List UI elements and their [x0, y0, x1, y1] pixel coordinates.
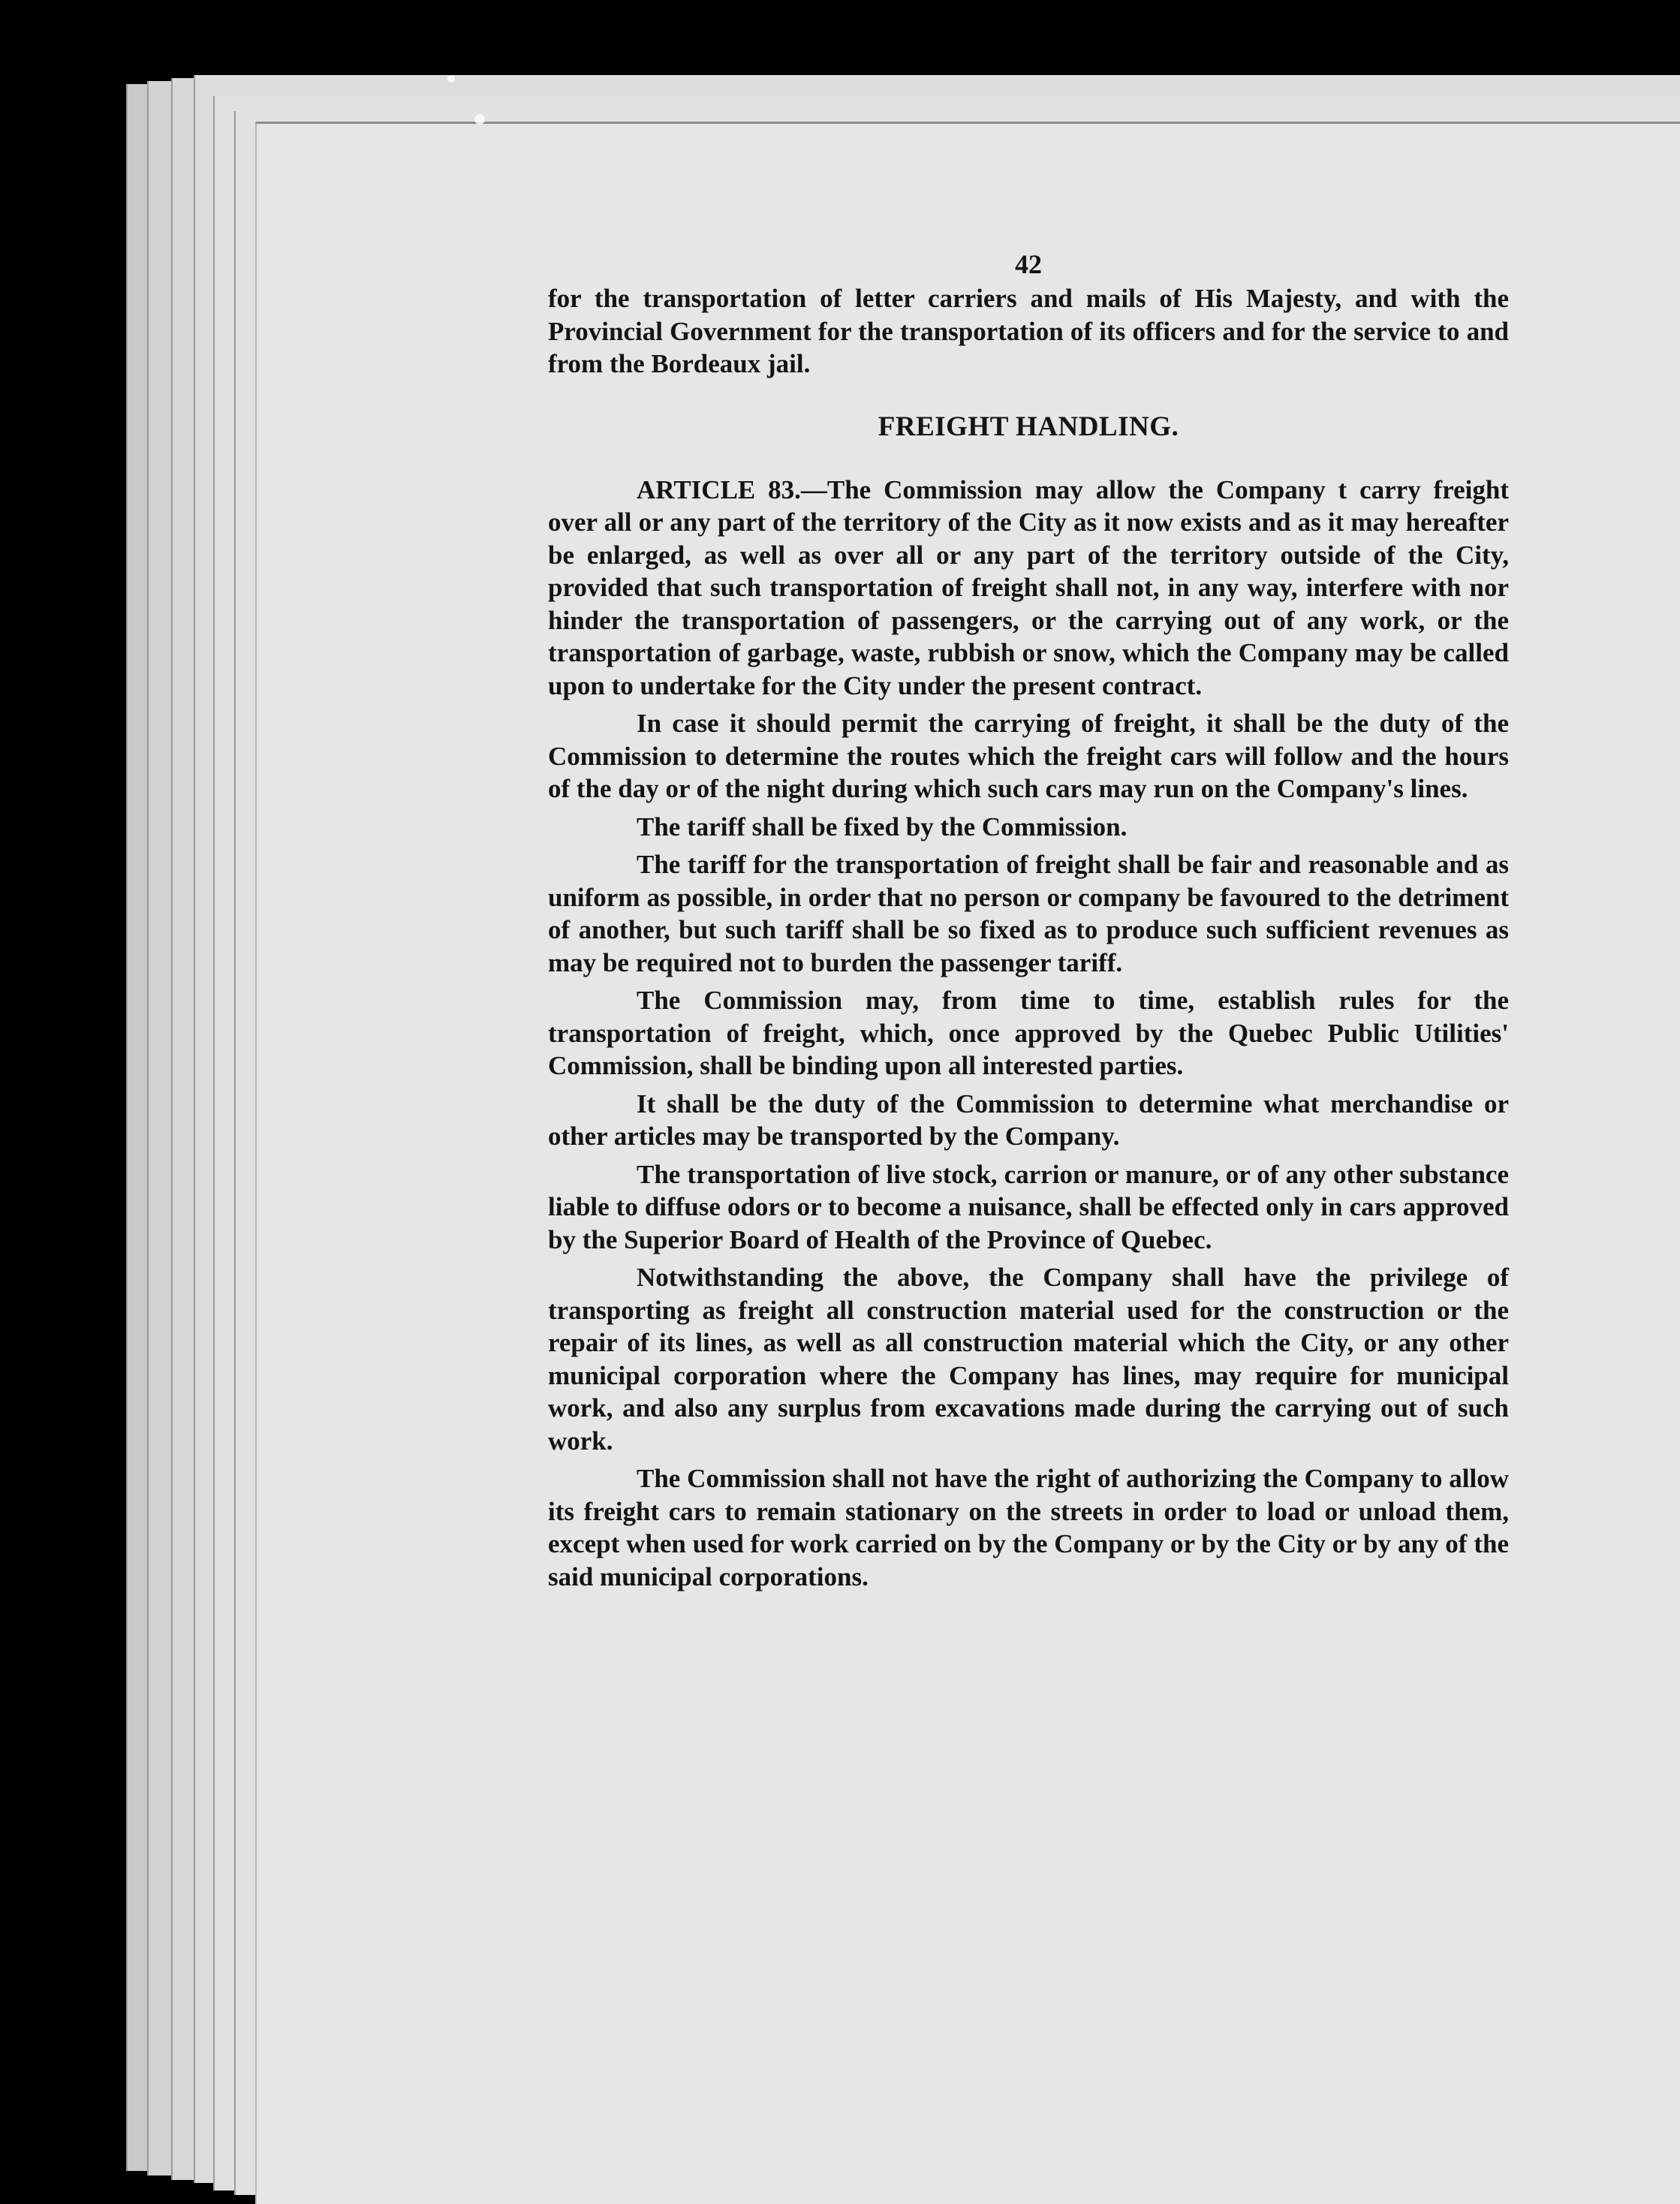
- body-paragraph: The Commission shall not have the right of authorizing the Company to allow its freight cars to remain stationary on the streets in order to load or unload them, except when used for work carried on by the Company or by the City or by any of the said municipal corporations.: [548, 1464, 1509, 1591]
- body-paragraph: Notwithstanding the above, the Company shall have the privilege of transporting as freight all construction material used for the construction or the repair of its lines, as well as all construction material which the City, or any other municipal corporation where the Company has lines, may require for municipal work, and also any surplus from excavations made during the carrying out of such work.: [548, 1263, 1509, 1456]
- scan-speck: [447, 75, 455, 83]
- body-paragraph: The Commission may, from time to time, establish rules for the transportation of freight, which, once approved by the Quebec Public Utilities' Commission, shall be binding upon all interested parties.: [548, 986, 1509, 1080]
- section-heading: FREIGHT HANDLING.: [878, 411, 1179, 442]
- body-paragraph: In case it should permit the carrying of freight, it shall be the duty of the Commission to determine the routes which the freight cars will follow and the hours of the day or of the night during which such cars may run on the Company's lines.: [548, 709, 1509, 803]
- body-paragraph: The transportation of live stock, carrion or manure, or of any other substance liable to diffuse odors or to become a nuisance, shall be effected only in cars approved by the Superior Board of Health of the Province of Quebec.: [548, 1159, 1509, 1254]
- scan-speck: [474, 114, 485, 125]
- page-text: [548, 248, 1509, 1598]
- body-paragraph: It shall be the duty of the Commission to determine what merchandise or other articles may be transported by the Company.: [548, 1088, 1509, 1151]
- article-paragraph: ARTICLE 83.—The Commission may allow the Company t carry freight over all or any part of the territory of the City as it now exists and as it may hereafter be enlarged, as well as over all or any part of the territory outside of the City, provided that such transportation of freight shall not, in any way, interfere with nor hinder the transportation of passengers, or the carrying out of any work, or the transportation of garbage, waste, rubbish or snow, which the Company may be called upon to undertake for the City under the present contract.: [548, 474, 1509, 700]
- continuation-paragraph: for the transportation of letter carriers and mails of His Majesty, and with the Provincial Government for the transportation of its officers and for the service to and from the Bordeaux jail.: [548, 284, 1509, 378]
- body-paragraph: The tariff shall be fixed by the Commission.: [637, 811, 1128, 842]
- body-paragraph: The tariff for the transportation of freight shall be fair and reasonable and as uniform as possible, in order that no person or company be favoured to the detriment of another, but such tariff shall be so fixed as to produce such sufficient revenues as may be required not to burden the passenger tariff.: [548, 850, 1509, 977]
- page-number: 42: [1015, 249, 1042, 279]
